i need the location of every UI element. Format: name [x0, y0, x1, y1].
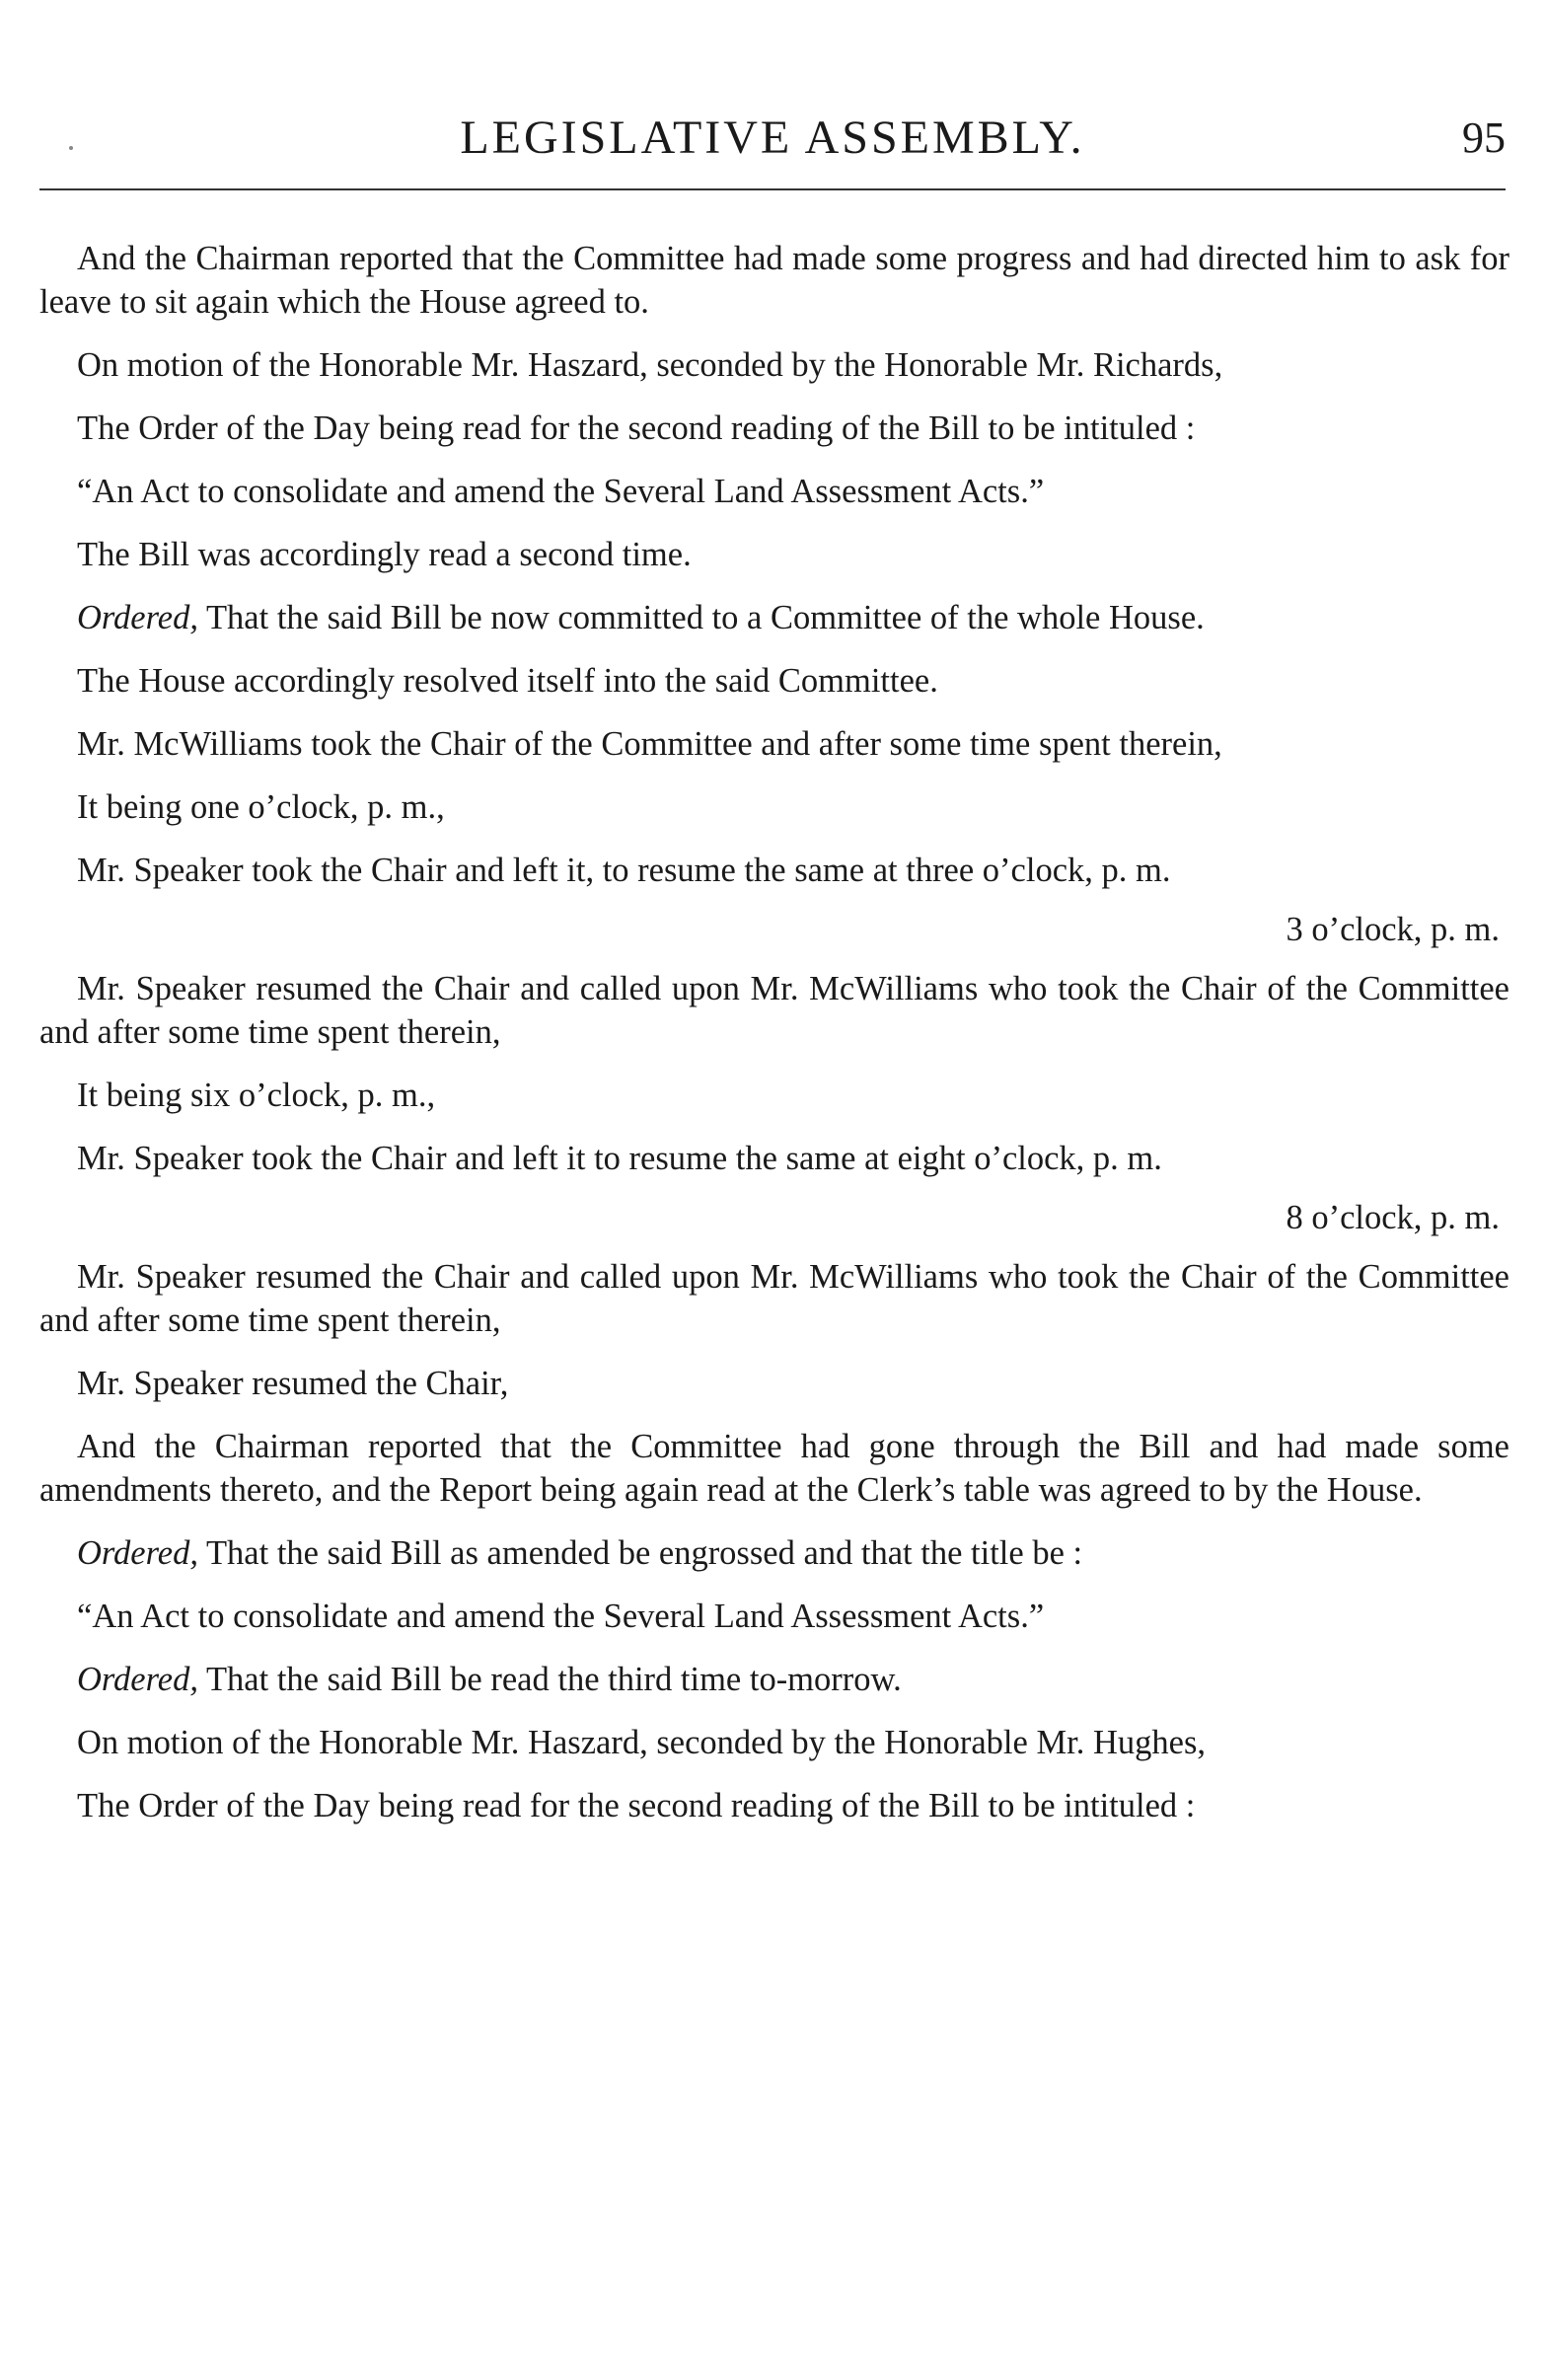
ordered-lead: Ordered, — [77, 1661, 198, 1698]
body-paragraph: And the Chairman reported that the Committee had gone through the Bill and had made some amendments thereto, and the Report being again read at the Clerk’s table was agreed to by the House. — [39, 1428, 1509, 1509]
body-paragraph: And the Chairman reported that the Committee had made some progress and had directed him to ask for leave to sit again which the House agreed to. — [39, 240, 1509, 321]
body-paragraph: The Order of the Day being read for the second reading of the Bill to be intituled : — [77, 1787, 1196, 1824]
ordered-text: That the said Bill be now committed to a Committee of the whole House. — [197, 599, 1205, 636]
ordered-text: That the said Bill be read the third time to-morrow. — [197, 1661, 902, 1698]
running-title: LEGISLATIVE ASSEMBLY. — [460, 112, 1085, 164]
page-header — [39, 109, 1506, 168]
ordered-lead: Ordered, — [77, 1534, 198, 1572]
body-paragraph: Mr. Speaker took the Chair and left it to resume the same at eight o’clock, p. m. — [77, 1140, 1162, 1177]
body-paragraph: The Bill was accordingly read a second time. — [77, 536, 692, 573]
ordered-paragraph — [39, 1531, 1509, 1575]
body-paragraph: It being one o’clock, p. m., — [77, 788, 445, 826]
ordered-text: That the said Bill as amended be engrossed and that the title be : — [197, 1534, 1083, 1572]
body-paragraph: Mr. Speaker resumed the Chair and called upon Mr. McWilliams who took the Chair of the Committee and after some time spent therein, — [39, 970, 1509, 1051]
body-paragraph: “An Act to consolidate and amend the Several Land Assessment Acts.” — [77, 473, 1045, 510]
body-paragraph: Mr. Speaker resumed the Chair, — [77, 1365, 509, 1402]
header-rule — [39, 188, 1506, 190]
ordered-paragraph — [39, 596, 1509, 639]
ordered-lead: Ordered, — [77, 599, 198, 636]
body-paragraph: The Order of the Day being read for the second reading of the Bill to be intituled : — [77, 409, 1196, 447]
body-paragraph: Mr. Speaker took the Chair and left it, to resume the same at three o’clock, p. m. — [77, 852, 1171, 889]
body-paragraph: The House accordingly resolved itself into the said Committee. — [77, 662, 938, 700]
ordered-paragraph — [39, 1658, 1509, 1701]
body-paragraph: It being six o’clock, p. m., — [77, 1077, 436, 1114]
body-paragraph: “An Act to consolidate and amend the Several Land Assessment Acts.” — [77, 1598, 1045, 1635]
time-marker: 8 o’clock, p. m. — [1286, 1199, 1500, 1236]
page-body — [39, 237, 1509, 1847]
page-number: 95 — [1462, 113, 1506, 162]
body-paragraph: On motion of the Honorable Mr. Haszard, seconded by the Honorable Mr. Richards, — [77, 346, 1223, 384]
body-paragraph: Mr. McWilliams took the Chair of the Committee and after some time spent therein, — [77, 725, 1222, 763]
body-paragraph: Mr. Speaker resumed the Chair and called upon Mr. McWilliams who took the Chair of the Committee and after some time spent therein, — [39, 1258, 1509, 1339]
time-marker: 3 o’clock, p. m. — [1286, 911, 1500, 948]
body-paragraph: On motion of the Honorable Mr. Haszard, seconded by the Honorable Mr. Hughes, — [77, 1724, 1206, 1761]
